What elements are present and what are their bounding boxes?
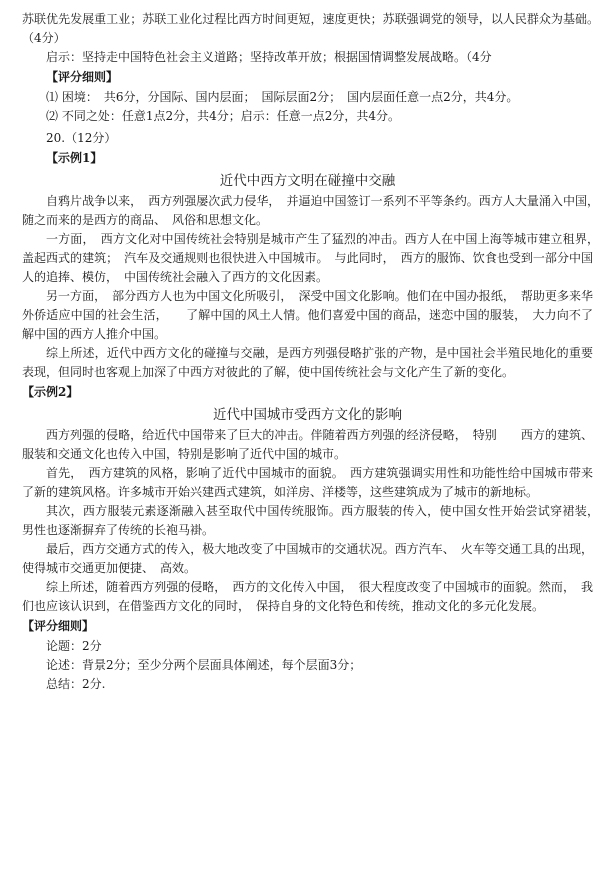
example-1-paragraph-3: 另一方面， 部分西方人也为中国文化所吸引， 深受中国文化影响。他们在中国办报纸， 帮助更多来华外侨适应中国的社会生活， 了解中国的风土人情。他们喜爱中国的商品，迷恋中国的服装， 大力向不了解中国的西方人推介中国。 [22,289,593,341]
score-item-summary: 总结：2分. [46,677,106,691]
example-2-paragraph-5: 综上所述，随着西方列强的侵略， 西方的文化传入中国， 很大程度改变了中国城市的面貌。然而， 我们也应该认识到，在借鉴西方文化的同时， 保持自身的文化特色和传统，推动文化的多元化发展。 [22,580,593,613]
example-1-paragraph-1: 自鸦片战争以来， 西方列强屡次武力侵华， 并逼迫中国签订一系列不平等条约。西方人大量涌入中国， 随之而来的是西方的商品、 风俗和思想文化。 [22,194,606,227]
example-2-paragraph-1: 西方列强的侵略，给近代中国带来了巨大的冲击。伴随着西方列强的经济侵略， 特别 西方的建筑、服装和交通文化也传入中国，特别是影响了近代中国的城市。 [22,428,593,461]
scoring-rules-heading-2: 【评分细则】 [22,619,95,633]
example-1-title: 近代中西方文明在碰撞中交融 [219,173,396,189]
answer-paragraph-soviet: 苏联优先发展重工业；苏联工业化过程比西方时间更短，速度更快；苏联强调党的领导，以人民群众为基础。 （4分） [22,12,606,45]
example-2-title: 近代中国城市受西方文化的影响 [213,407,402,423]
scoring-rule-2: ⑵ 不同之处：任意1点2分，共4分；启示：任意一点2分，共4分。 [46,109,400,123]
question-number: 20.（12分） [46,131,117,145]
example-1-heading: 【示例1】 [46,151,103,165]
example-1-paragraph-4: 综上所述，近代中西方文化的碰撞与交融，是西方列强侵略扩张的产物，是中国社会半殖民地化的重要表现，但同时也客观上加深了中西方对彼此的了解，使中国传统社会与文化产生了新的变化。 [22,346,593,379]
scoring-rules-heading: 【评分细则】 [46,70,119,84]
example-2-paragraph-2: 首先， 西方建筑的风格，影响了近代中国城市的面貌。 西方建筑强调实用性和功能性给中国城市带来了新的建筑风格。许多城市开始兴建西式建筑，如洋房、洋楼等，这些建筑成为了城市的新地标。 [22,466,593,499]
example-2-paragraph-3: 其次，西方服装元素逐渐融入甚至取代中国传统服饰。西方服装的传入，使中国女性开始尝试穿裙装， 男性也逐渐摒弃了传统的长袍马褂。 [22,504,606,537]
example-1-paragraph-2: 一方面， 西方文化对中国传统社会特别是城市产生了猛烈的冲击。西方人在中国上海等城市建立租界， 盖起西式的建筑； 汽车及交通规则也很快进入中国城市。 与此同时， 西方的服饰、饮食也受到一部分中国人的追捧、模仿， 中国传统社会融入了西方的文化因素。 [22,232,606,284]
score-item-thesis: 论题：2分 [46,639,102,653]
scoring-rule-1: ⑴ 困境： 共6分，分国际、国内层面； 国际层面2分； 国内层面任意一点2分，共4分。 [46,90,519,104]
example-2-heading: 【示例2】 [22,385,79,399]
answer-paragraph-qishi: 启示：坚持走中国特色社会主义道路；坚持改革开放；根据国情调整发展战略。（4分 [46,50,492,64]
score-item-argument: 论述：背景2分；至少分两个层面具体阐述，每个层面3分； [46,658,362,672]
example-2-paragraph-4: 最后，西方交通方式的传入，极大地改变了中国城市的交通状况。西方汽车、 火车等交通工具的出现，使得城市交通更加便捷、 高效。 [22,542,593,575]
